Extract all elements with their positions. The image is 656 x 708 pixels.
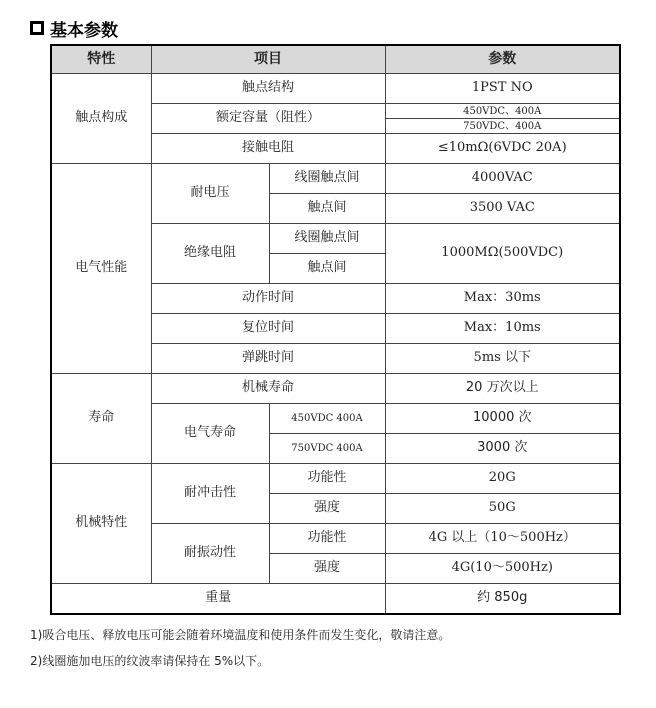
item-label: 绝缘电阻 — [151, 224, 269, 284]
item-label: 耐冲击性 — [151, 464, 269, 524]
sub-item-label: 触点间 — [269, 194, 385, 224]
item-label: 机械寿命 — [151, 374, 385, 404]
group-life: 寿命 — [51, 374, 151, 464]
sub-item-label: 750VDC 400A — [269, 434, 385, 464]
table-row — [51, 74, 620, 104]
table-row — [51, 374, 620, 404]
param-value: 20G — [385, 464, 620, 494]
item-label: 耐振动性 — [151, 524, 269, 584]
param-value: 750VDC、400A — [385, 119, 620, 134]
header-parameter: 参数 — [385, 45, 620, 74]
table-row — [51, 464, 620, 494]
sub-item-label: 450VDC 400A — [269, 404, 385, 434]
sub-item-label: 功能性 — [269, 464, 385, 494]
item-label: 复位时间 — [151, 314, 385, 344]
sub-item-label: 线圈触点间 — [269, 224, 385, 254]
param-value: 1000MΩ(500VDC) — [385, 224, 620, 284]
sub-item-label: 线圈触点间 — [269, 164, 385, 194]
param-value: 50G — [385, 494, 620, 524]
item-label: 接触电阻 — [151, 134, 385, 164]
param-value: 1PST NO — [385, 74, 620, 104]
table-row — [51, 584, 620, 615]
param-value: 4G(10～500Hz) — [385, 554, 620, 584]
param-value: Max：30ms — [385, 284, 620, 314]
spec-table — [50, 44, 621, 615]
param-value: 3500 VAC — [385, 194, 620, 224]
item-label: 耐电压 — [151, 164, 269, 224]
weight-label: 重量 — [51, 584, 385, 615]
item-label: 触点结构 — [151, 74, 385, 104]
item-label: 弹跳时间 — [151, 344, 385, 374]
table-row — [51, 164, 620, 194]
sub-item-label: 功能性 — [269, 524, 385, 554]
sub-item-label: 触点间 — [269, 254, 385, 284]
param-value: 3000 次 — [385, 434, 620, 464]
group-electrical: 电气性能 — [51, 164, 151, 374]
group-contact: 触点构成 — [51, 74, 151, 164]
item-label: 电气寿命 — [151, 404, 269, 464]
header-item: 项目 — [151, 45, 385, 74]
section-title-text: 基本参数 — [50, 20, 118, 41]
table-header-row — [51, 45, 620, 74]
section-title — [30, 14, 118, 42]
sub-item-label: 强度 — [269, 494, 385, 524]
param-value: Max：10ms — [385, 314, 620, 344]
sub-item-label: 强度 — [269, 554, 385, 584]
checkbox-square-icon — [30, 21, 44, 35]
note-1: 1)吸合电压、释放电压可能会随着环境温度和使用条件而发生变化，敬请注意。 — [30, 628, 451, 642]
item-label: 额定容量（阻性） — [151, 104, 385, 134]
param-value: 10000 次 — [385, 404, 620, 434]
param-value: 450VDC、400A — [385, 104, 620, 119]
param-value: ≤10mΩ(6VDC 20A) — [385, 134, 620, 164]
param-value: 5ms 以下 — [385, 344, 620, 374]
group-mechanical: 机械特性 — [51, 464, 151, 584]
param-value: 4000VAC — [385, 164, 620, 194]
param-value: 20 万次以上 — [385, 374, 620, 404]
note-2: 2)线圈施加电压的纹波率请保持在 5%以下。 — [30, 654, 270, 668]
param-value: 4G 以上（10～500Hz） — [385, 524, 620, 554]
header-characteristic: 特性 — [51, 45, 151, 74]
weight-value: 约 850g — [385, 584, 620, 615]
item-label: 动作时间 — [151, 284, 385, 314]
